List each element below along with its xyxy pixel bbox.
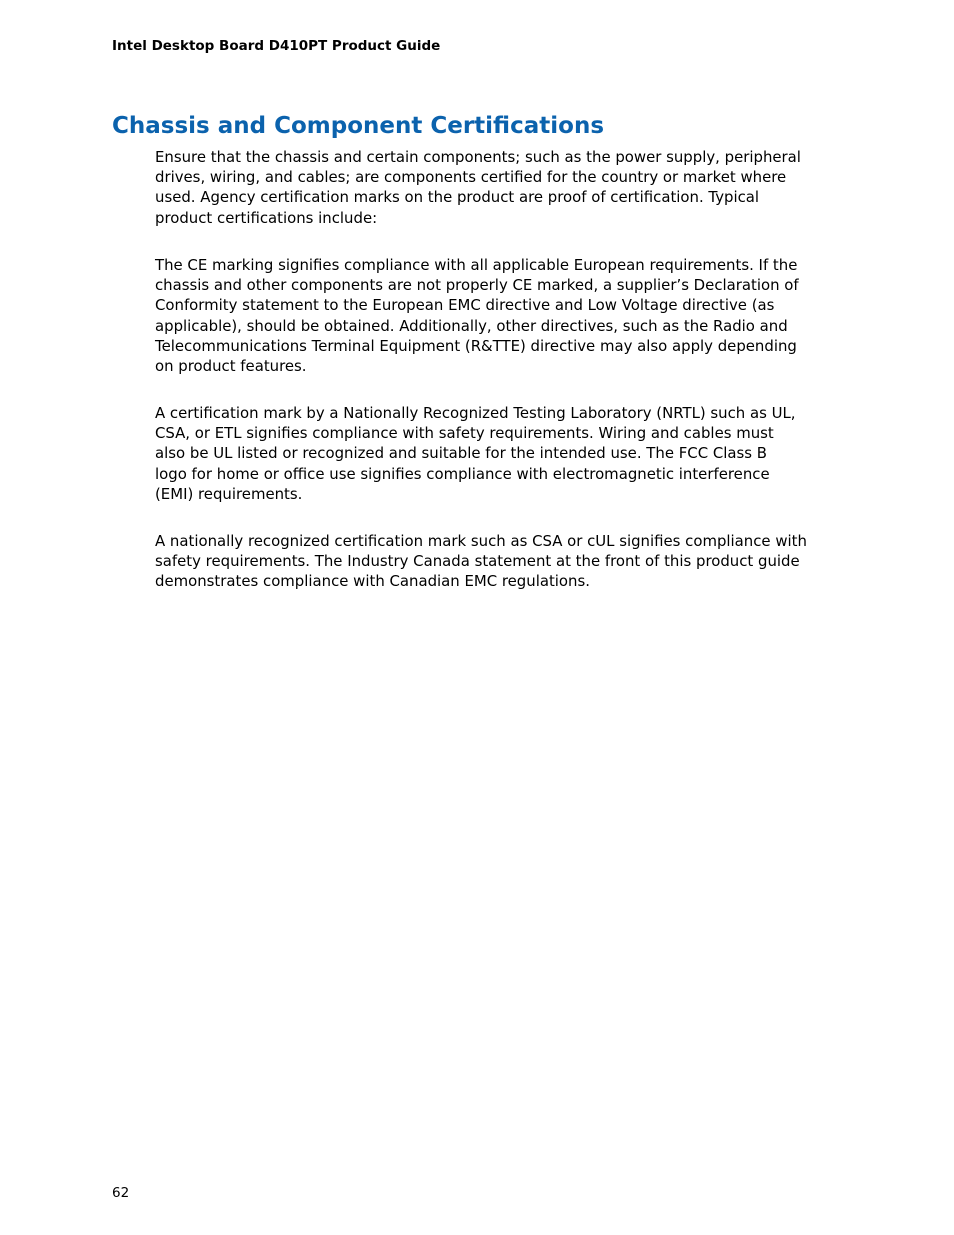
- section-title: Chassis and Component Certifications: [112, 113, 605, 139]
- paragraph-line: The CE marking signifies compliance with all applicable European requirements. If the: [155, 256, 798, 274]
- paragraph-line: safety requirements. The Industry Canada statement at the front of this product guide: [155, 552, 800, 571]
- ce-marking-paragraph: [155, 255, 799, 376]
- paragraph-line: logo for home or office use signifies compliance with electromagnetic interference: [155, 464, 770, 483]
- paragraph-line: product certifications include:: [155, 208, 378, 227]
- paragraph-line: A certification mark by a Nationally Recognized Testing Laboratory (NRTL) such as UL,: [155, 404, 796, 422]
- paragraph-line: A nationally recognized certification mark such as CSA or cUL signifies compliance with: [155, 532, 807, 550]
- intro-paragraph: [155, 147, 801, 228]
- paragraph-line: demonstrates compliance with Canadian EMC regulations.: [155, 572, 590, 591]
- running-header: Intel Desktop Board D410PT Product Guide: [112, 38, 441, 54]
- paragraph-line: drives, wiring, and cables; are components certified for the country or market where: [155, 168, 787, 187]
- paragraph-line: Telecommunications Terminal Equipment (R&TTE) directive may also apply depending: [155, 336, 797, 355]
- paragraph-line: Conformity statement to the European EMC directive and Low Voltage directive (as: [155, 296, 775, 315]
- nrtl-paragraph: [155, 403, 796, 504]
- paragraph-line: also be UL listed or recognized and suitable for the intended use. The FCC Class B: [155, 444, 767, 463]
- paragraph-line: CSA, or ETL signifies compliance with safety requirements. Wiring and cables must: [155, 424, 774, 443]
- canada-paragraph: [155, 531, 807, 592]
- paragraph-line: (EMI) requirements.: [155, 484, 303, 503]
- paragraph-line: applicable), should be obtained. Additionally, other directives, such as the Radio and: [155, 316, 788, 335]
- paragraph-line: on product features.: [155, 357, 307, 376]
- paragraph-line: chassis and other components are not properly CE marked, a supplier’s Declaration of: [155, 276, 799, 295]
- paragraph-line: Ensure that the chassis and certain components; such as the power supply, peripheral: [155, 148, 801, 166]
- paragraph-line: used. Agency certification marks on the product are proof of certification. Typical: [155, 188, 760, 207]
- page-number: 62: [112, 1185, 130, 1201]
